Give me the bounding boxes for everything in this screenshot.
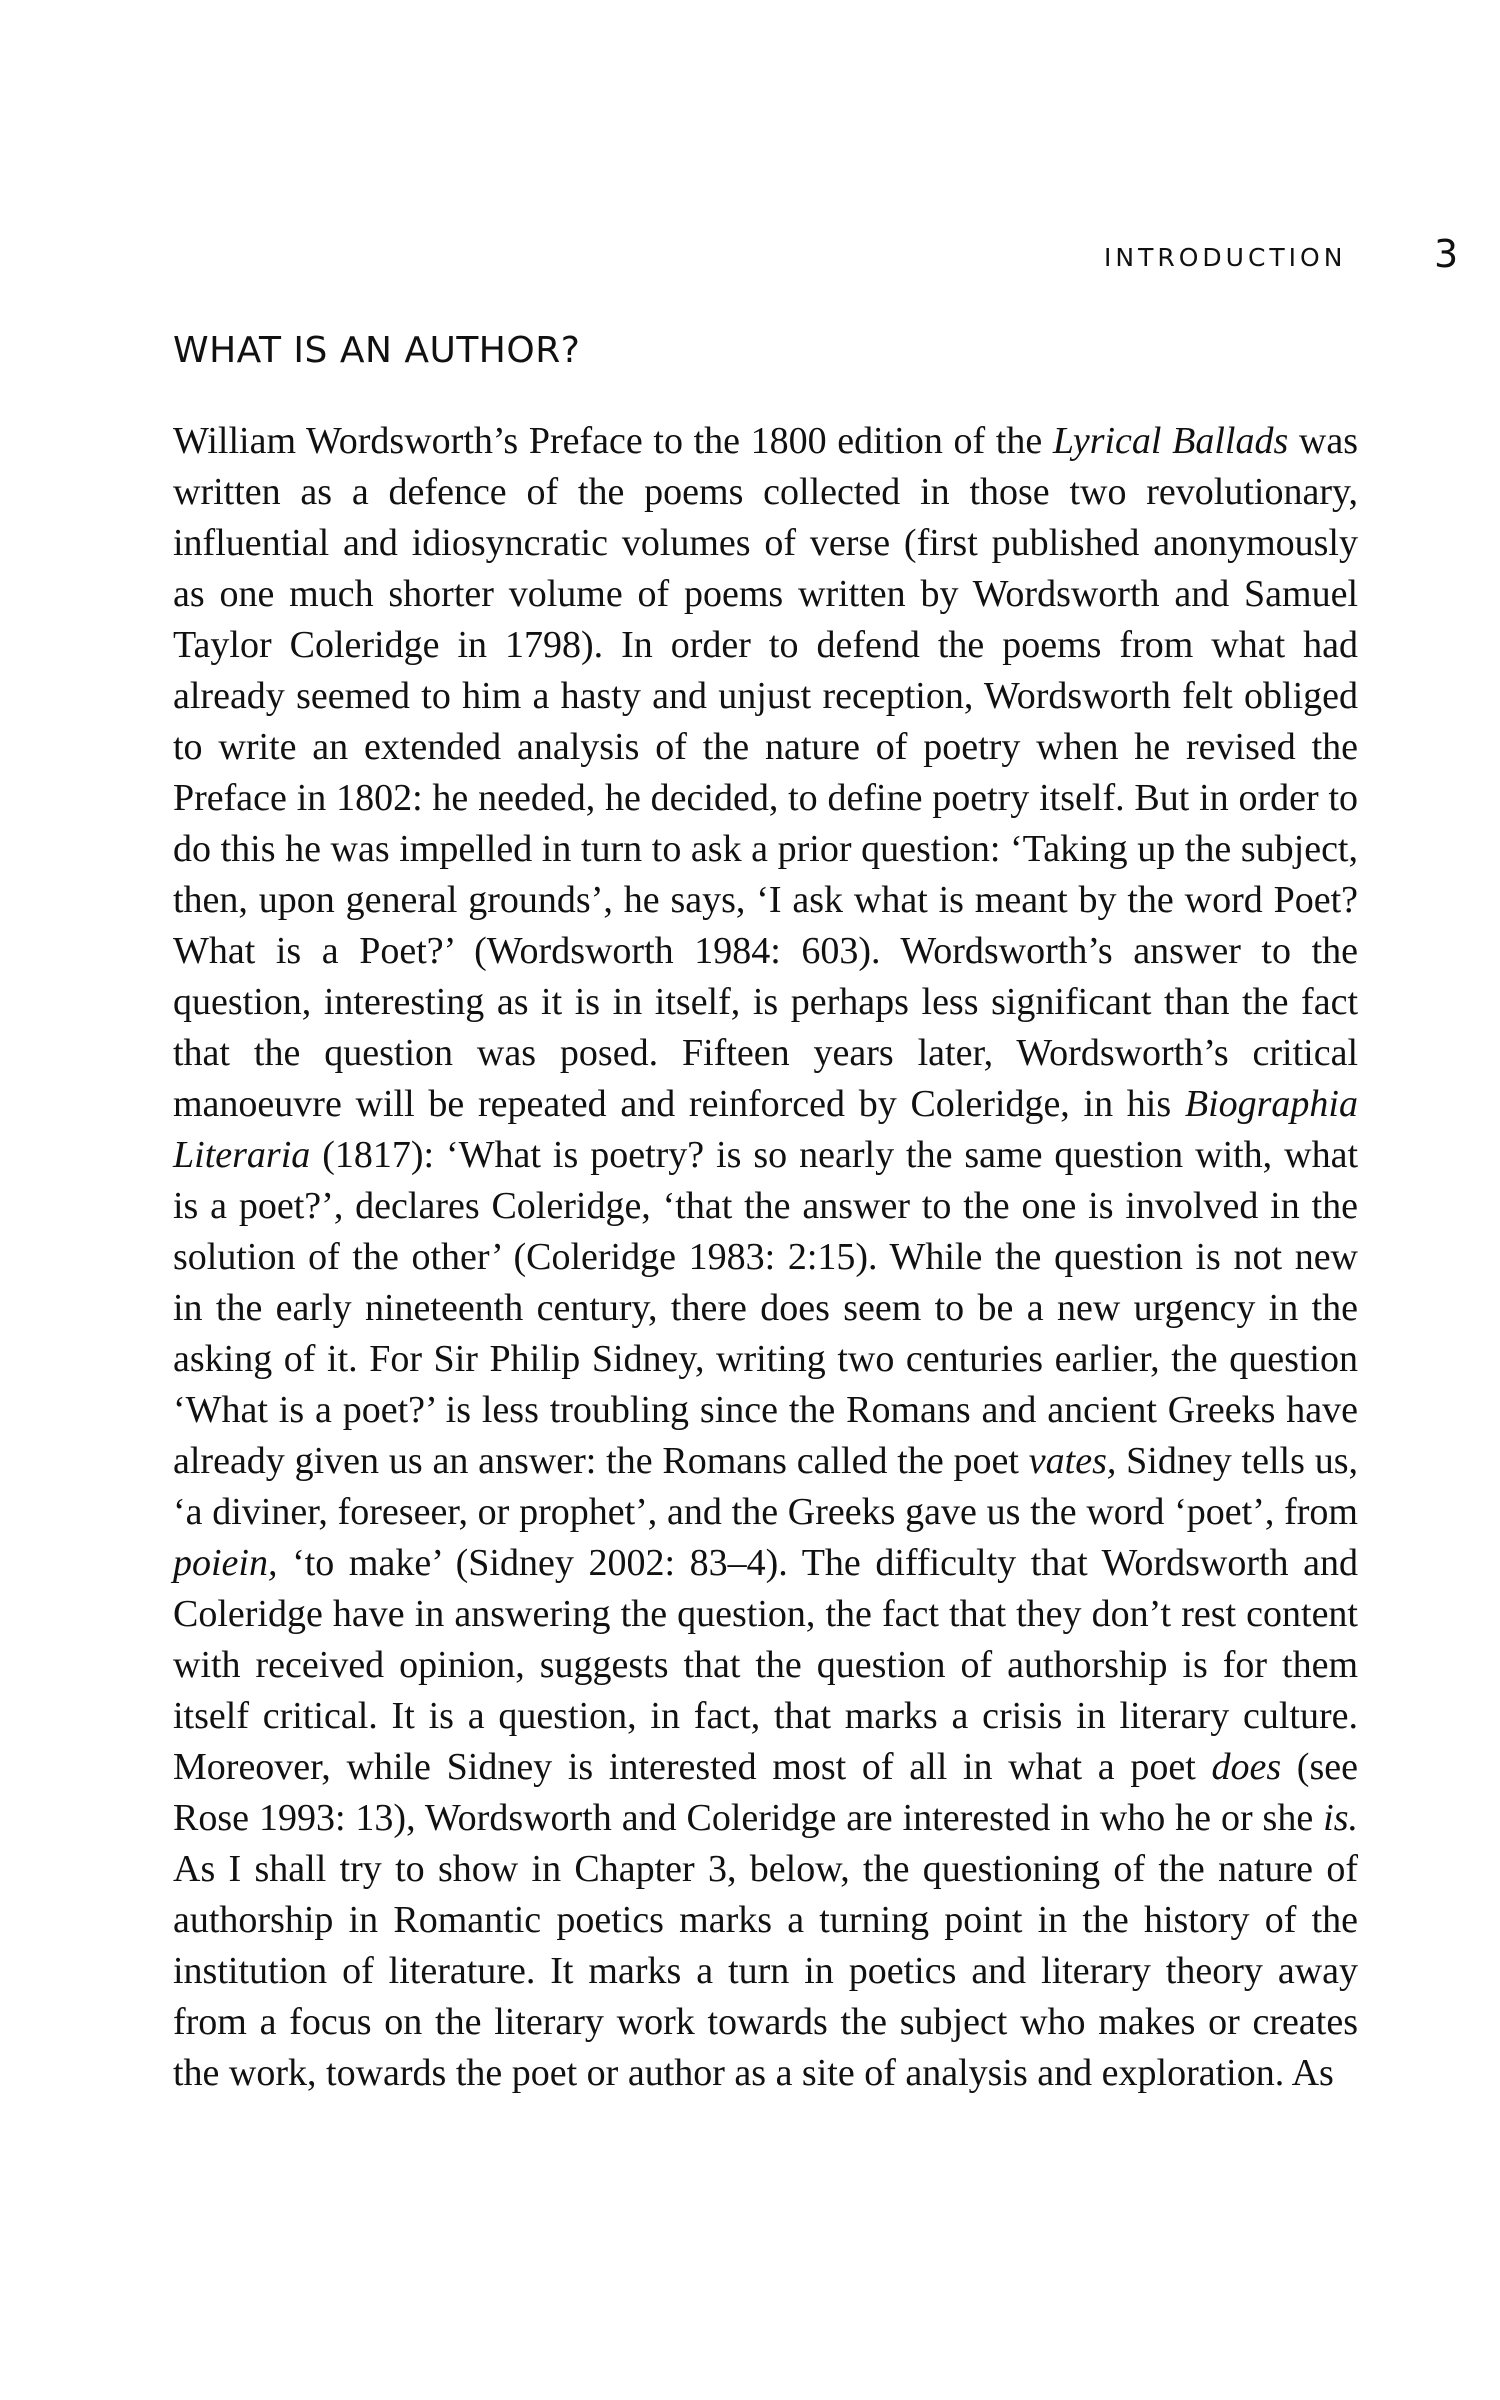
emphasis-does: does bbox=[1211, 1746, 1282, 1788]
book-title-biographia-literaria: Biographia Literaria bbox=[173, 1083, 1358, 1176]
paragraph-run: (1817): ‘What is poetry? is so nearly the same question with, what is a poet?’, declares Coleridge, ‘that the answer to the one is involved in the solution of the other’ (Coleridge 1983: 2:15). While the question is not new in the early nineteenth century, there does seem to be a new urgency in the asking of it. For Sir Philip Sidney, writing two centuries earlier, the question ‘What is a poet?’ is less troubling since the Romans and ancient Greeks have already given us an answer: the Romans called the poet bbox=[173, 1134, 1358, 1482]
paragraph-run: William Wordsworth’s Preface to the 1800 edition of the bbox=[173, 420, 1053, 462]
emphasis-is: is. bbox=[1323, 1797, 1358, 1839]
paragraph-run: ‘to make’ (Sidney 2002: 83–4). The difficulty that Wordsworth and Coleridge have in answering the question, the fact that they don’t rest content with received opinion, suggests that the question of authorship is for them itself critical. It is a question, in fact, that marks a crisis in literary culture. Moreover, while Sidney is interested most of all in what a poet bbox=[173, 1542, 1358, 1788]
running-head: INTRODUCTION bbox=[1104, 243, 1347, 272]
paragraph-run: (see Rose 1993: 13), Wordsworth and Coleridge are interested in who he or she bbox=[173, 1746, 1358, 1839]
body-paragraph bbox=[173, 416, 1358, 2099]
section-heading: WHAT IS AN AUTHOR? bbox=[173, 330, 581, 371]
term-poiein: poiein, bbox=[173, 1542, 278, 1584]
page-number: 3 bbox=[1434, 232, 1459, 276]
book-title-lyrical-ballads: Lyrical Ballads bbox=[1052, 420, 1289, 462]
term-vates: vates, bbox=[1028, 1440, 1117, 1482]
paragraph-run: was written as a defence of the poems collected in those two revolutionary, influential and idiosyncratic volumes of verse (first published anonymously as one much shorter volume of poems written by Wordsworth and Samuel Taylor Coleridge in 1798). In order to defend the poems from what had already seemed to him a hasty and unjust reception, Wordsworth felt obliged to write an extended analysis of the nature of poetry when he revised the Preface in 1802: he needed, he decided, to define poetry itself. But in order to do this he was impelled in turn to ask a prior question: ‘Taking up the subject, then, upon general grounds’, he says, ‘I ask what is meant by the word Poet? What is a Poet?’ (Wordsworth 1984: 603). Wordsworth’s answer to the question, interesting as it is in itself, is perhaps less significant than the fact that the question was posed. Fifteen years later, Wordsworth’s critical manoeuvre will be repeated and reinforced by Coleridge, in his bbox=[173, 420, 1358, 1125]
paragraph-run: Sidney tells us, ‘a diviner, foreseer, or prophet’, and the Greeks gave us the word ‘poet’, from bbox=[173, 1440, 1358, 1533]
paragraph-run: As I shall try to show in Chapter 3, below, the questioning of the nature of authorship in Romantic poetics marks a turning point in the history of the institution of literature. It marks a turn in poetics and literary theory away from a focus on the literary work towards the subject who makes or creates the work, towards the poet or author as a site of analysis and exploration. As bbox=[173, 1848, 1358, 2094]
